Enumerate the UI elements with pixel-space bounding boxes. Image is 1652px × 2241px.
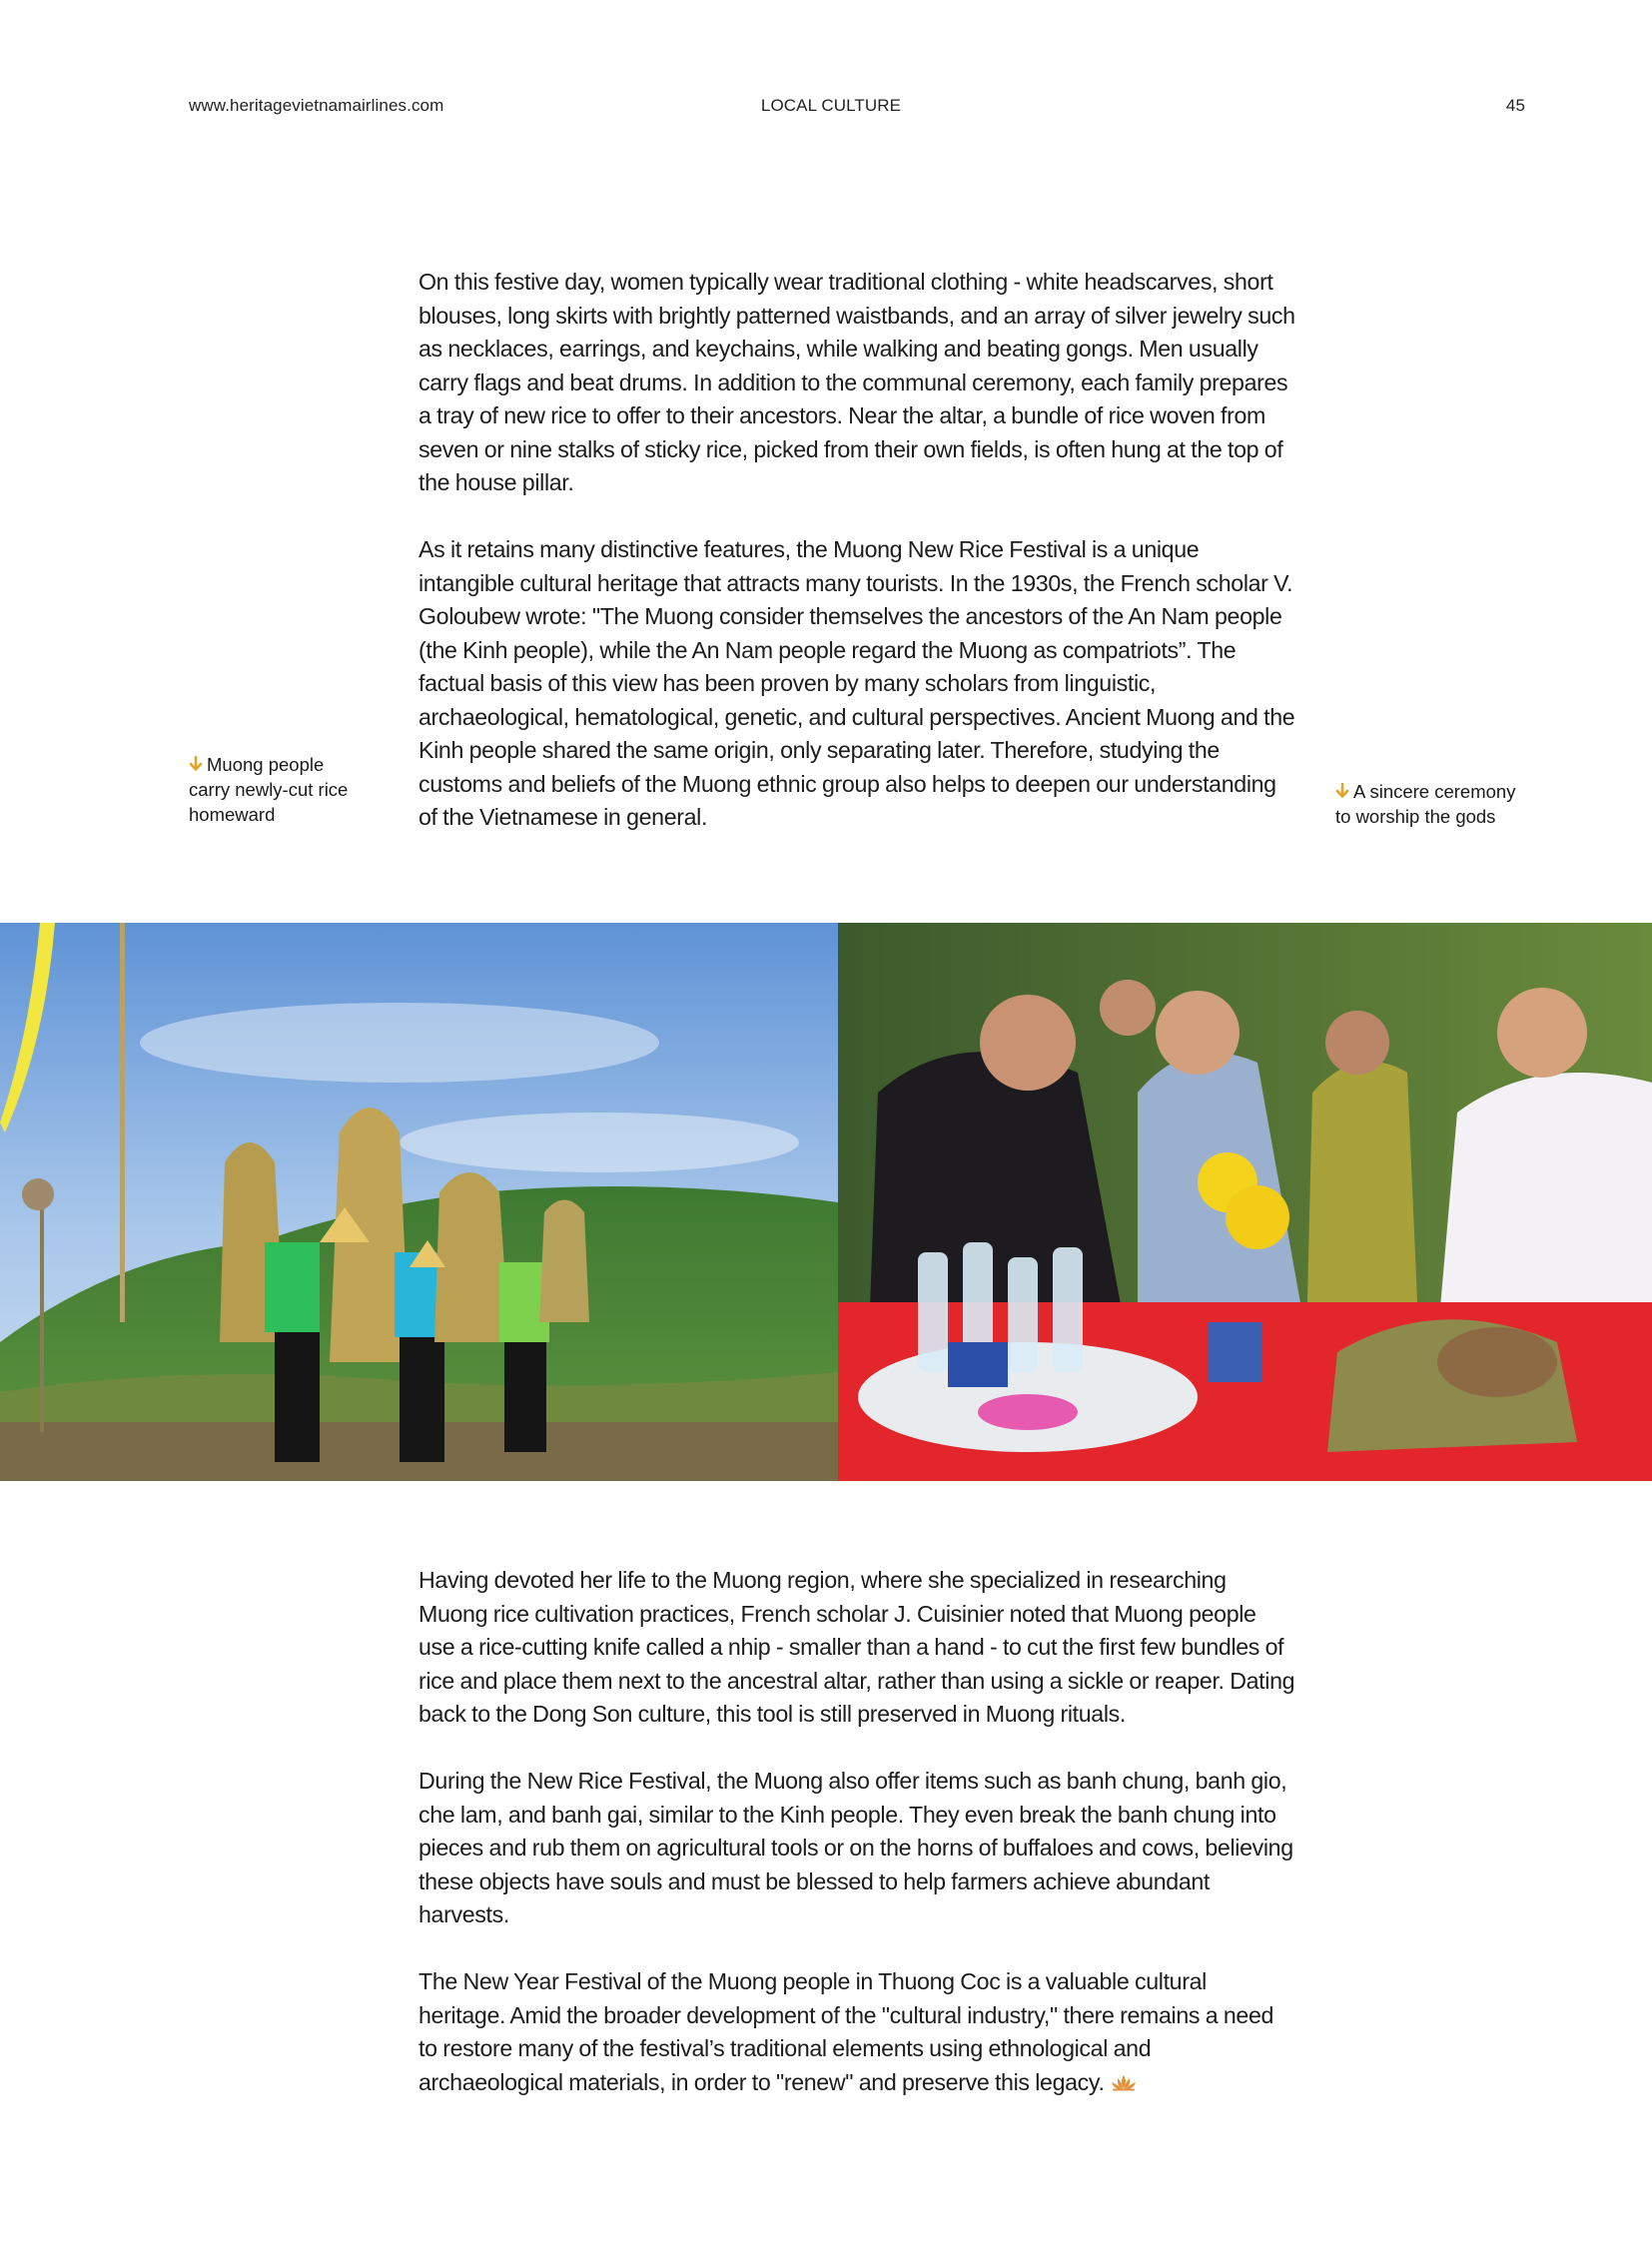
photo-caption-right (1335, 779, 1535, 829)
page-number: 45 (1505, 96, 1525, 115)
arrow-down-icon (1335, 783, 1349, 799)
header-section-title: LOCAL CULTURE (760, 96, 902, 115)
photo-strip (0, 923, 1652, 1481)
article-body-top (418, 266, 1297, 868)
header-url: www.heritagevietnamairlines.com (189, 96, 444, 115)
paragraph: Having devoted her life to the Muong region, where she specialized in researching Muong rice cultivation practices, French scholar J. Cuisinier noted that Muong people use a rice-cutting knife called a nhip - smaller than a hand - to cut the first few bundles of rice and place them next to the ancestral altar, rather than using a sickle or reaper. Dating back to the Dong Son culture, this tool is still preserved in Muong rituals. (418, 1567, 1295, 1727)
paragraph-text: The New Year Festival of the Muong people in Thuong Coc is a valuable cultural heritage. Amid the broader development of the "cultural industry," there remains a need to restore many of the festival’s traditional elements using ethnological and archaeological materials, in order to "renew" and preserve this legacy. (418, 1968, 1274, 2095)
caption-text: Muong people carry newly-cut rice homeward (189, 754, 349, 825)
article-body-bottom (418, 1564, 1297, 2133)
paragraph-final (418, 1965, 1297, 2099)
caption-text: A sincere ceremony to worship the gods (1335, 781, 1516, 827)
arrow-down-icon (189, 756, 203, 772)
paragraph: On this festive day, women typically wear traditional clothing - white headscarves, short blouses, long skirts with brightly patterned waistbands, and an array of silver jewelry such as necklaces, earrings, and keychains, while walking and beating gongs. Men usually carry flags and beat drums. In addition to the communal ceremony, each family prepares a tray of new rice to offer to their ancestors. Near the altar, a bundle of rice woven from seven or nine stalks of sticky rice, picked from their own fields, is often hung at the top of the house pillar. (418, 269, 1295, 495)
lotus-icon (1109, 2073, 1139, 2091)
photo-caption-left (189, 752, 349, 827)
paragraph: As it retains many distinctive features, the Muong New Rice Festival is a unique intangible cultural heritage that attracts many tourists. In the 1930s, the French scholar V. Goloubew wrote: "The Muong consider themselves the ancestors of the An Nam people (the Kinh people), while the An Nam people regard the Muong as compatriots”. The factual basis of this view has been proven by many scholars from linguistic, archaeological, hematological, genetic, and cultural perspectives. Ancient Muong and the Kinh people shared the same origin, only separating later. Therefore, studying the customs and beliefs of the Muong ethnic group also helps to deepen our understanding of the Vietnamese in general. (418, 536, 1295, 830)
paragraph: During the New Rice Festival, the Muong also offer items such as banh chung, banh gio, che lam, and banh gai, similar to the Kinh people. They even break the banh chung into pieces and rub them on agricultural tools or on the horns of buffaloes and cows, believing these objects have souls and must be blessed to help farmers achieve abundant harvests. (418, 1768, 1293, 1927)
ceremony-photo (838, 923, 1652, 1481)
rice-harvest-photo (0, 923, 838, 1481)
